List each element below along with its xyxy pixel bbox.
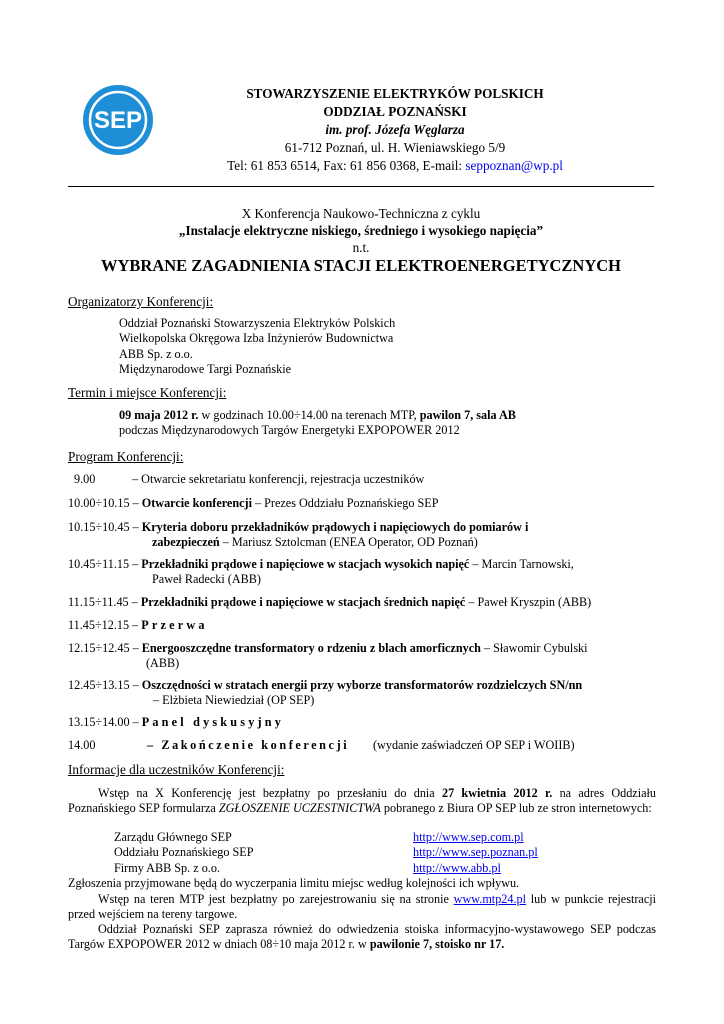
header-divider xyxy=(68,186,654,187)
program-title: Oszczędności w stratach energii przy wyborze transformatorów rozdzielczych SN/nn xyxy=(141,678,583,692)
info-paragraph-4 xyxy=(68,922,656,952)
info-text: Oddział Poznański SEP zaprasza również do odwiedzenia stoiska informacyjno-wystawowego SEP podczas Targów EXPOPOWER 2012 w dniach 08÷10 maja 2012 r. w xyxy=(68,922,656,952)
organizer-item: Oddział Poznański Stowarzyszenia Elektryków Polskich xyxy=(119,316,396,330)
organizer-item: Wielkopolska Okręgowa Izba Inżynierów Budownictwa xyxy=(119,331,394,346)
program-text: – Marcin Tarnowski, xyxy=(469,557,574,571)
program-time: 14.00 xyxy=(68,738,96,752)
site-links xyxy=(413,830,538,876)
program-text: – Mariusz Sztolcman (ENEA Operator, OD Poznań) xyxy=(219,535,478,550)
program-text: – Otwarcie sekretariatu konferencji, rejestracja uczestników xyxy=(132,472,425,486)
program-text-cont: – Elżbieta Niewiedział (OP SEP) xyxy=(153,693,315,708)
program-time: 10.45÷11.15 – xyxy=(68,557,142,571)
conference-nt: n.t. xyxy=(352,240,370,255)
info-deadline: 27 kwietnia 2012 r. xyxy=(441,786,553,800)
program-row-3 xyxy=(68,520,654,551)
organizer-item: Międzynarodowe Targi Poznańskie xyxy=(119,362,291,377)
venue-place: pawilon 7, sala AB xyxy=(419,408,516,422)
program-text: (wydanie zaświadczeń OP SEP i WOIIB) xyxy=(373,738,575,752)
program-time: 13.15÷14.00 – xyxy=(68,715,142,729)
site-link[interactable]: http://www.sep.poznan.pl xyxy=(413,845,538,860)
site-link[interactable]: http://www.sep.com.pl xyxy=(413,830,524,844)
info-heading: Informacje dla uczestników Konferencji: xyxy=(68,762,285,777)
program-title: Przerwa xyxy=(141,618,208,632)
program-title: Przekładniki prądowe i napięciowe w stacjach średnich napięć xyxy=(140,595,466,609)
program-title: – Zakończenie konferencji xyxy=(147,738,350,752)
program-title: Energooszczędne transformatory o rdzeniu z blach amorficznych xyxy=(141,641,481,655)
site-link[interactable]: http://www.abb.pl xyxy=(413,860,501,875)
program-title: Otwarcie konferencji xyxy=(141,496,252,510)
site-name: Firmy ABB Sp. z o.o. xyxy=(114,860,220,875)
info-text: pobranego z Biura OP SEP lub ze stron internetowych: xyxy=(380,801,652,816)
program-time: 11.45÷12.15 – xyxy=(68,618,142,632)
program-text-cont: Paweł Radecki (ABB) xyxy=(152,572,261,587)
info-text: na adres Oddziału Poznańskiego SEP formularza xyxy=(68,786,656,816)
program-row-6 xyxy=(68,618,654,633)
logo-text: SEP xyxy=(93,107,143,134)
program-time: 10.15÷10.45 – xyxy=(68,520,142,534)
venue-details xyxy=(119,408,516,439)
conference-cycle: „Instalacje elektryczne niskiego, średniego i wysokiego napięcia” xyxy=(178,223,544,238)
program-row-9 xyxy=(68,715,654,730)
program-text: – Prezes Oddziału Poznańskiego SEP xyxy=(251,496,439,510)
venue-line2: podczas Międzynarodowych Targów Energetyki EXPOPOWER 2012 xyxy=(119,423,460,438)
info-form-name: ZGŁOSZENIE UCZESTNICTWA xyxy=(218,801,381,816)
program-row-4 xyxy=(68,557,654,588)
info-text: lub w punkcie rejestracji przed wejściem na tereny targowe. xyxy=(68,892,656,922)
program-time: 12.45÷13.15 – xyxy=(68,678,142,692)
program-time: 9.00 xyxy=(74,472,96,486)
site-names xyxy=(114,830,253,876)
organizers-list xyxy=(119,316,395,378)
program-row-8 xyxy=(68,678,654,709)
conference-title: WYBRANE ZAGADNIENIA STACJI ELEKTROENERGETYCZNYCH xyxy=(101,256,621,275)
info-paragraph-1 xyxy=(68,786,656,816)
mtp24-link[interactable]: www.mtp24.pl xyxy=(453,892,527,906)
program-time: 12.15÷12.45 – xyxy=(68,641,142,655)
organizer-item: ABB Sp. z o.o. xyxy=(119,346,193,361)
venue-line1 xyxy=(119,408,516,423)
org-header xyxy=(170,85,620,175)
program-title: Kryteria doboru przekładników prądowych i napięciowych do pomiarów i xyxy=(141,520,529,534)
program-text: – Sławomir Cybulski xyxy=(480,641,588,655)
header-contact xyxy=(170,157,620,175)
info-stand: pawilonie 7, stoisko nr 17. xyxy=(369,937,505,952)
site-name: Oddziału Poznańskiego SEP xyxy=(114,845,254,860)
program-time: 11.15÷11.45 – xyxy=(68,595,141,609)
program-row-2 xyxy=(68,496,654,511)
venue-date: 09 maja 2012 r. xyxy=(119,408,199,422)
info-paragraph-2: Zgłoszenia przyjmowane będą do wyczerpania limitu miejsc według kolejności ich wpływu. xyxy=(68,876,520,890)
info-text: Wstęp na teren MTP jest bezpłatny po zarejestrowaniu się na stronie xyxy=(98,892,454,906)
program-text-cont: (ABB) xyxy=(146,656,180,671)
organizers-heading: Organizatorzy Konferencji: xyxy=(68,294,214,309)
program-title: Panel dyskusyjny xyxy=(141,715,285,729)
program-title-cont: zabezpieczeń xyxy=(152,535,220,550)
site-name: Zarządu Głównego SEP xyxy=(114,830,232,844)
header-address: 61-712 Poznań, ul. H. Wieniawskiego 5/9 xyxy=(284,140,506,155)
info-paragraph-3 xyxy=(68,892,656,922)
header-line1: STOWARZYSZENIE ELEKTRYKÓW POLSKICH xyxy=(246,86,544,101)
conference-series: X Konferencja Naukowo-Techniczna z cyklu xyxy=(241,206,481,221)
program-row-5 xyxy=(68,595,654,610)
venue-heading: Termin i miejsce Konferencji: xyxy=(68,385,227,400)
venue-hours: w godzinach 10.00÷14.00 na terenach MTP, xyxy=(198,408,420,422)
info-text: Wstęp na X Konferencję jest bezpłatny po przesłaniu do dnia xyxy=(98,786,442,800)
header-line3: im. prof. Józefa Węglarza xyxy=(325,122,465,137)
program-text: – Paweł Kryszpin (ABB) xyxy=(465,595,592,609)
header-phone-fax: Tel: 61 853 6514, Fax: 61 856 0368, E-mail: xyxy=(227,158,466,173)
sep-logo xyxy=(82,84,154,156)
program-title: Przekładniki prądowe i napięciowe w stacjach wysokich napięć xyxy=(141,557,470,571)
program-heading: Program Konferencji: xyxy=(68,449,184,464)
header-line2: ODDZIAŁ POZNAŃSKI xyxy=(323,104,467,119)
program-row-7 xyxy=(68,641,654,672)
program-time: 10.00÷10.15 – xyxy=(68,496,142,510)
email-link[interactable]: seppoznan@wp.pl xyxy=(465,158,563,173)
